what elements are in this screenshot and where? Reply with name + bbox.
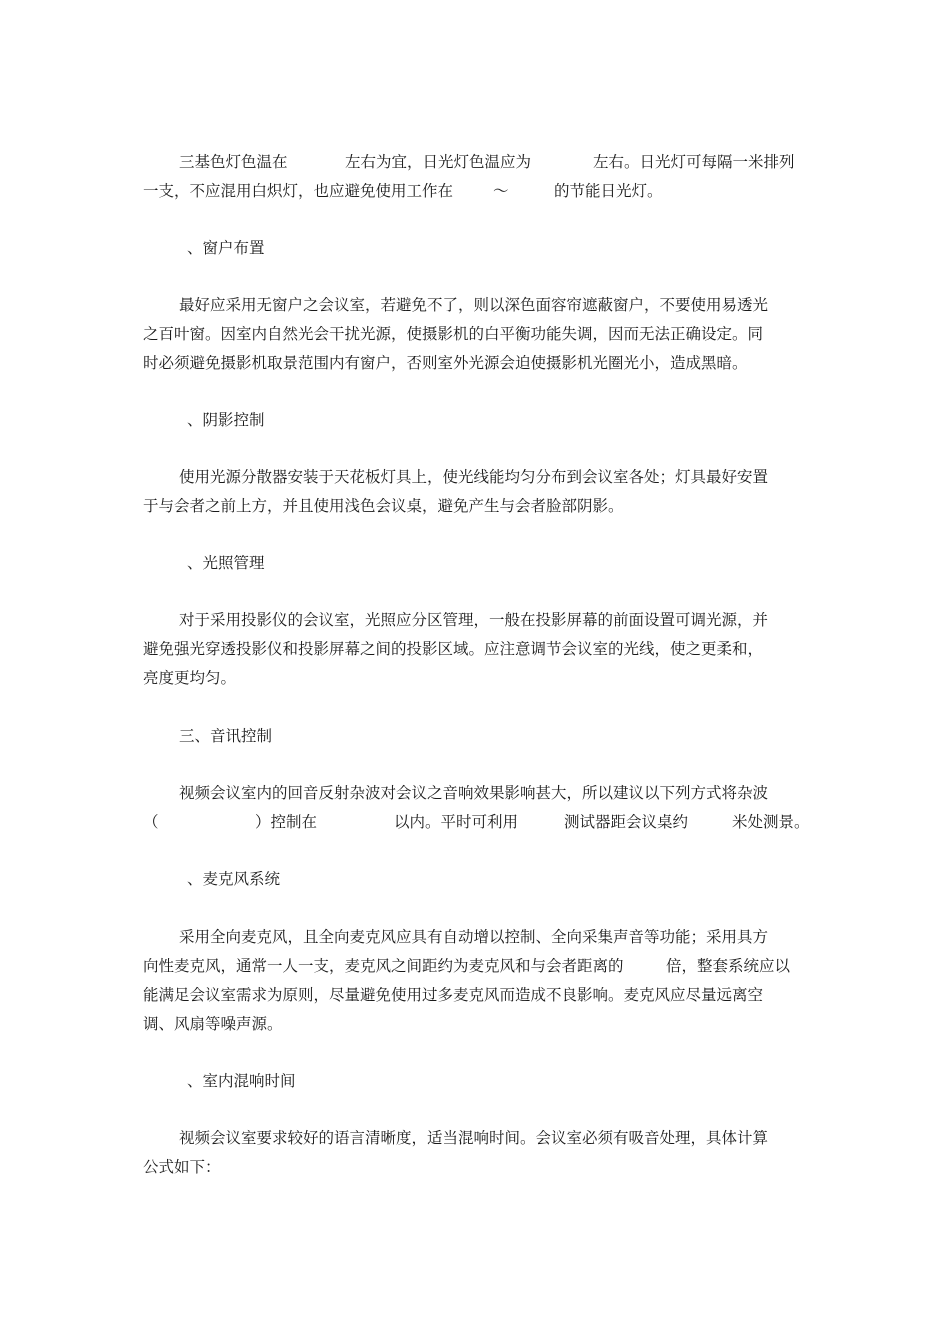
section-heading-reverb: 、室内混响时间 [187,1072,296,1090]
paragraph-reverb-line-1: 视频会议室要求较好的语言清晰度，适当混响时间。会议室必须有吸音处理，具体计算 [179,1129,769,1147]
paragraph-microphone-line-4: 调、风扇等噪声源。 [143,1015,283,1033]
paragraph-audio-line-2 [143,811,808,833]
text-segment: 向性麦克风，通常一人一支，麦克风之间距约为麦克风和与会者距离的 [143,957,624,975]
paragraph-lighting-line-2: 避免强光穿透投影仪和投影屏幕之间的投影区域。应注意调节会议室的光线，使之更柔和， [143,640,764,658]
text-segment: 的节能日光灯。 [554,182,663,200]
paragraph-window-line-3: 时必须避免摄影机取景范围内有窗户，否则室外光源会迫使摄影机光圈光小，造成黑暗。 [143,354,748,372]
paragraph-reverb-line-2: 公式如下： [143,1158,221,1176]
paragraph-microphone-line-2 [143,955,808,977]
text-segment: 一支，不应混用白炽灯，也应避免使用工作在 [143,182,454,200]
paragraph-window-line-2: 之百叶窗。因室内自然光会干扰光源，使摄影机的白平衡功能失调，因而无法正确设定。同 [143,325,764,343]
text-segment: 测试器距会议桌约 [564,813,689,831]
text-segment: （ [143,813,159,831]
section-heading-audio: 三、音讯控制 [179,727,273,745]
paragraph-shadow-line-2: 于与会者之前上方，并且使用浅色会议桌，避免产生与会者脸部阴影。 [143,497,624,515]
text-segment: 米处测景。 [732,813,810,831]
section-heading-microphone: 、麦克风系统 [187,870,281,888]
paragraph-lighting-color-temp-line-1 [179,151,808,173]
section-heading-shadow: 、阴影控制 [187,411,265,429]
paragraph-microphone-line-3: 能满足会议室需求为原则，尽量避免使用过多麦克风而造成不良影响。麦克风应尽量远离空 [143,986,764,1004]
paragraph-window-line-1: 最好应采用无窗户之会议室，若避免不了，则以深色面容帘遮蔽窗户，不要使用易透光 [179,296,769,314]
paragraph-audio-line-1: 视频会议室内的回音反射杂波对会议之音响效果影响甚大，所以建议以下列方式将杂波 [179,784,769,802]
text-segment: ～ [493,182,509,200]
paragraph-lighting-line-1: 对于采用投影仪的会议室，光照应分区管理，一般在投影屏幕的前面设置可调光源，并 [179,611,769,629]
text-segment: 以内。平时可利用 [394,813,519,831]
paragraph-lighting-color-temp-line-2 [143,180,808,202]
text-segment: 左右。日光灯可每隔一米排列 [593,153,795,171]
paragraph-lighting-line-3: 亮度更均匀。 [143,669,237,687]
text-segment: 三基色灯色温在 [179,153,288,171]
section-heading-lighting: 、光照管理 [187,554,265,572]
text-segment: 左右为宜，日光灯色温应为 [345,153,532,171]
section-heading-window: 、窗户布置 [187,239,265,257]
text-segment: 倍，整套系统应以 [666,957,791,975]
paragraph-microphone-line-1: 采用全向麦克风，且全向麦克风应具有自动增以控制、全向采集声音等功能；采用具方 [179,928,769,946]
paragraph-shadow-line-1: 使用光源分散器安装于天花板灯具上，使光线能均匀分布到会议室各处；灯具最好安置 [179,468,769,486]
text-segment: ）控制在 [255,813,318,831]
